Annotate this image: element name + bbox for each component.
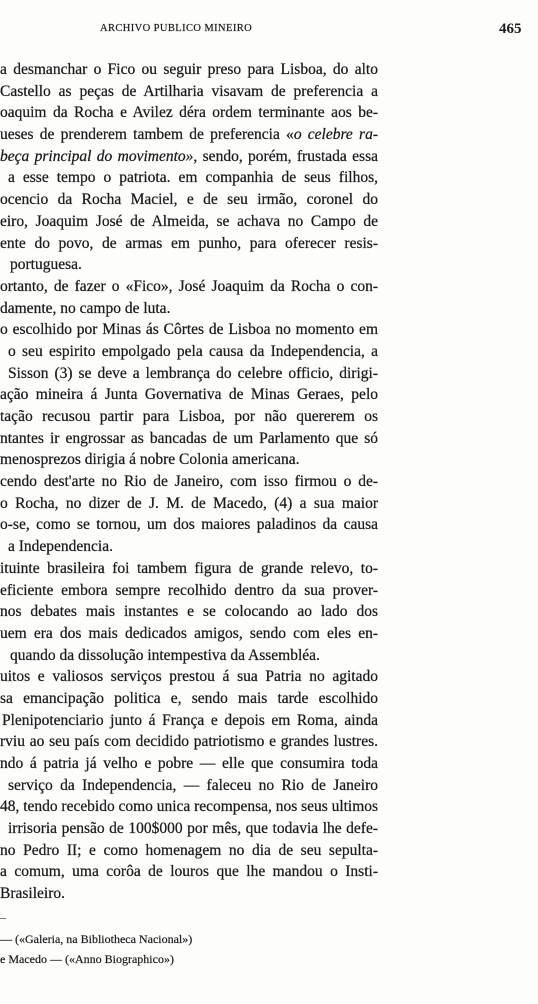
body-line xyxy=(0,146,378,168)
body-line: tação recusou partir para Lisboa, por não quererem os xyxy=(0,408,378,425)
body-line: serviço da Independencia, — faleceu no Rio de Janeiro xyxy=(8,776,378,794)
body-line: quando da dissolução intempestiva da Assembléa. xyxy=(10,646,320,664)
body-line: a esse tempo o patriota. em companhia de seus filhos, xyxy=(8,169,378,187)
emphasis-text: beça principal do movimento» xyxy=(0,147,194,165)
running-title: ARCHIVO PUBLICO MINEIRO xyxy=(100,23,253,34)
footnote-separator: – xyxy=(0,910,6,924)
body-line: ituinte brasileira foi tambem figura de grande relevo, to- xyxy=(0,559,378,577)
body-line: uem era dos mais dedicados amigos, sendo com eles en- xyxy=(0,624,378,642)
body-line: damente, no campo de luta. xyxy=(0,299,171,317)
body-line: eficiente embora sempre recolhido dentro da sua prover- xyxy=(0,581,378,599)
body-line: a Independencia. xyxy=(8,538,113,556)
body-line: sa emancipação politica e, sendo mais tarde escolhido xyxy=(0,689,378,707)
body-line: irrisoria pensão de 100$000 por mês, que todavia lhe defe- xyxy=(8,820,378,838)
body-line: o seu espirito empolgado pela causa da Independencia, a xyxy=(8,342,378,360)
body-line-segment: , sendo, porém, frustada essa xyxy=(193,147,378,165)
body-line: o Rocha, no dizer de J. M. de Macedo, (4) a sua maior xyxy=(0,494,378,512)
body-line: Plenipotenciario junto á França e depois em Roma, ainda xyxy=(2,711,378,729)
body-line: rviu ao seu país com decidido patriotismo e grandes lustres. xyxy=(0,733,378,751)
body-line: menosprezos dirigia á nobre Colonia americana. xyxy=(0,451,300,469)
body-line: 48, tendo recebido como unica recompensa, nos seus ultimos xyxy=(0,798,378,816)
body-line: no Pedro II; e como homenagem no dia de seu sepulta- xyxy=(0,841,378,859)
body-line: ação mineira á Junta Governativa de Minas Geraes, pelo xyxy=(0,386,378,404)
body-line: Sisson (3) se deve a lembrança do celebre officio, dirigi- xyxy=(8,364,378,382)
body-line: a desmanchar o Fico ou seguir preso para Lisboa, do alto xyxy=(0,61,378,78)
body-line xyxy=(0,124,378,146)
body-line: nos debates mais instantes e se colocando ao lado dos xyxy=(0,603,378,621)
body-line: cendo dest'arte no Rio de Janeiro, com isso firmou o de- xyxy=(0,473,378,491)
footnote: — («Galeria, na Bibliotheca Nacional») xyxy=(0,932,193,946)
body-line: a comum, uma corôa de louros que lhe mandou o Insti- xyxy=(0,863,378,881)
body-line: portuguesa. xyxy=(10,256,82,274)
body-line: o-se, como se tornou, um dos maiores paladinos da causa xyxy=(0,516,378,534)
body-line: uitos e valiosos serviços prestou á sua Patria no agitado xyxy=(0,668,378,686)
body-line: Castello as peças de Artilharia visavam de preferencia a xyxy=(0,82,378,100)
body-line: oaquim da Rocha e Avilez déra ordem terminante aos be- xyxy=(0,104,378,122)
footnote: e Macedo — («Anno Biographico») xyxy=(0,952,174,966)
body-line: ortanto, de fazer o «Fico», José Joaquim da Rocha o con- xyxy=(0,277,378,295)
body-line: o escolhido por Minas ás Côrtes de Lisboa no momento em xyxy=(0,321,378,339)
body-line: ntantes ir engrossar as bancadas de um Parlamento que só xyxy=(0,429,378,447)
body-line: ndo á patria já velho e pobre — elle que consumira toda xyxy=(0,755,378,772)
body-line: ente do povo, de armas em punho, para oferecer resis- xyxy=(0,234,378,252)
body-line-segment: ueses de prenderem tambem de preferencia « xyxy=(0,126,294,144)
body-line: ocencio da Rocha Maciel, e de seu irmão, coronel do xyxy=(0,191,378,209)
body-line: Brasileiro. xyxy=(0,885,65,903)
body-line: eiro, Joaquim José de Almeida, se achava no Campo de xyxy=(0,212,378,230)
body-text xyxy=(0,59,379,905)
page-number: 465 xyxy=(499,21,522,37)
emphasis-text: o celebre ra- xyxy=(293,126,378,144)
